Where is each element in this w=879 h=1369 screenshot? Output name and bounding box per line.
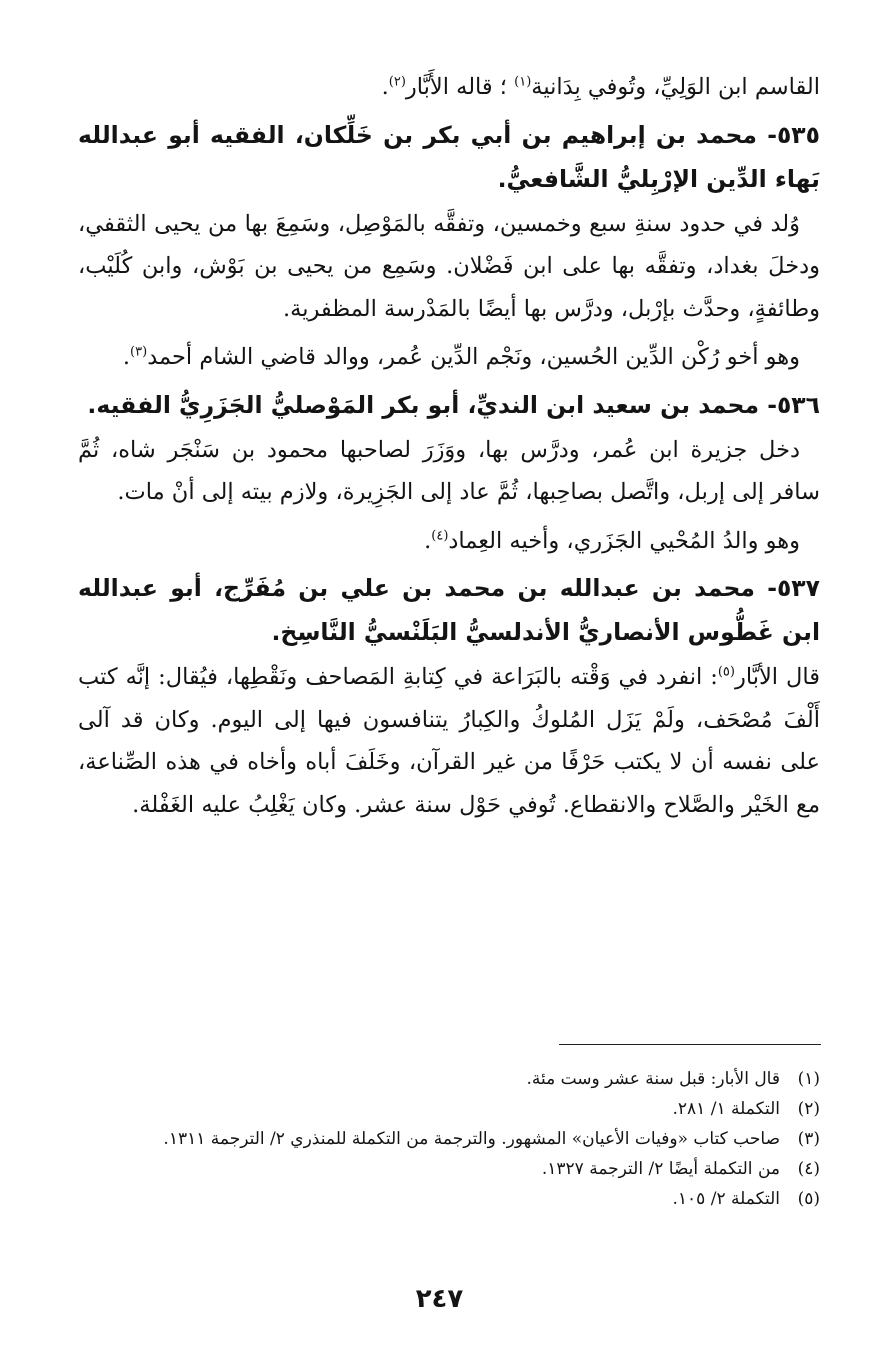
entry-paragraph <box>78 656 820 826</box>
entry-paragraph <box>78 520 820 563</box>
footnotes <box>78 1064 820 1214</box>
paragraph-end: . <box>424 527 432 554</box>
footnote-item <box>78 1154 820 1184</box>
footnote-ref[interactable]: (٢) <box>388 74 406 90</box>
paragraph-end: . <box>122 344 131 370</box>
entry-heading-535: ٥٣٥- محمد بن إبراهيم بن أبي بكر بن خَلِّكان، الفقيه أبو عبدالله بَهاء الدِّين الإرْبِليُّ الشَّافعيُّ. <box>78 120 820 193</box>
main-text <box>78 66 820 826</box>
continuation-line <box>78 66 820 109</box>
footnote-ref[interactable]: (٥) <box>717 664 735 680</box>
entry-paragraph <box>78 336 820 379</box>
footnote-item <box>78 1094 820 1124</box>
intro-text-end: . <box>381 74 389 100</box>
footnote-item <box>78 1124 820 1154</box>
entry-heading-536: ٥٣٦- محمد بن سعيد ابن النديِّ، أبو بكر المَوْصليُّ الجَزَرِيُّ الفقيه. <box>87 390 820 419</box>
intro-text: القاسم ابن الوَلِيِّ، وتُوفي بِدَانية <box>531 74 820 100</box>
footnote-text: التكملة ٢/ ١٠٥. <box>672 1189 780 1209</box>
footnote-divider <box>559 1044 821 1045</box>
footnote-text: قال الأبار: قبل سنة عشر وست مئة. <box>526 1069 780 1089</box>
footnote-ref[interactable]: (١) <box>514 74 532 90</box>
footnote-text: التكملة ١/ ٢٨١. <box>672 1099 780 1119</box>
footnote-ref[interactable]: (٣) <box>130 344 148 360</box>
paragraph-text: وهو أخو رُكْن الدِّين الحُسين، ونَجْم الدِّين عُمر، ووالد قاضي الشام أحمد <box>147 344 800 370</box>
entry-paragraph: وُلد في حدود سنةِ سبع وخمسين، وتفقَّه بالمَوْصِل، وسَمِعَ بها من يحيى الثقفي، ودخلَ بغداد، وتفقَّه بها على ابن فَضْلان. وسَمِع من يحيى بن بَوْش، وابن كُلَيْب، وطائفةٍ، وحدَّث بإرْبل، ودرَّس بها أيضًا بالمَدْرسة المظفرية. <box>78 210 820 322</box>
entry-heading-537: ٥٣٧- محمد بن عبدالله بن محمد بن علي بن مُفَرِّج، أبو عبدالله ابن غَطُّوس الأنصاريُّ الأندلسيُّ البَلَنْسيُّ النَّاسِخ. <box>78 574 820 646</box>
entry-paragraph: دخل جزيرة ابن عُمر، ودرَّس بها، ووَزَرَ لصاحبها محمود بن سَنْجَر شاه، ثُمَّ سافر إلى إربل، واتَّصل بصاحِبها، ثُمَّ عاد إلى الجَزِيرة، ولازم بيته إلى أنْ مات. <box>78 436 820 505</box>
paragraph-text: قال الأبَّار <box>734 664 820 690</box>
paragraph-text: وهو والدُ المُحْيي الجَزَري، وأخيه العِماد <box>448 527 800 554</box>
footnote-text: من التكملة أيضًا ٢/ الترجمة ١٣٢٧. <box>541 1159 780 1179</box>
footnote-ref[interactable]: (٤) <box>431 528 449 543</box>
footnote-number: (٢) <box>797 1099 820 1119</box>
footnote-item <box>78 1064 820 1094</box>
footnote-number: (٣) <box>797 1129 820 1149</box>
footnote-text: صاحب كتاب «وفيات الأعيان» المشهور. والترجمة من التكملة للمنذري ٢/ الترجمة ١٣١١. <box>163 1129 780 1149</box>
footnote-number: (١) <box>797 1069 820 1089</box>
paragraph-text-rest: : انفرد في وَقْته بالبَرَاعة في كِتابةِ المَصاحف ونَقْطِها، فيُقال: إنَّه كتب أَلْفَ مُصْحَف، ولَمْ يَزَل المُلوكُ والكِبارُ يتنافسون فيها إلى اليوم. وكان قد آلى على نفسه أن لا يكتب حَرْفًا من غير القرآن، وخَلَفَ أباه وأخاه في هذه الصِّناعة، مع الخَيْر والصَّلاح والانقطاع. تُوفي حَوْل سنة عشر. وكان يَغْلِبُ عليه الغَفْلة. <box>78 664 820 818</box>
page-number: ٢٤٧ <box>415 1284 464 1314</box>
intro-text-mid: ؛ قاله الأَبَّار <box>405 74 515 100</box>
footnote-number: (٥) <box>797 1189 820 1209</box>
footnote-item <box>78 1184 820 1214</box>
footnote-number: (٤) <box>797 1159 820 1179</box>
